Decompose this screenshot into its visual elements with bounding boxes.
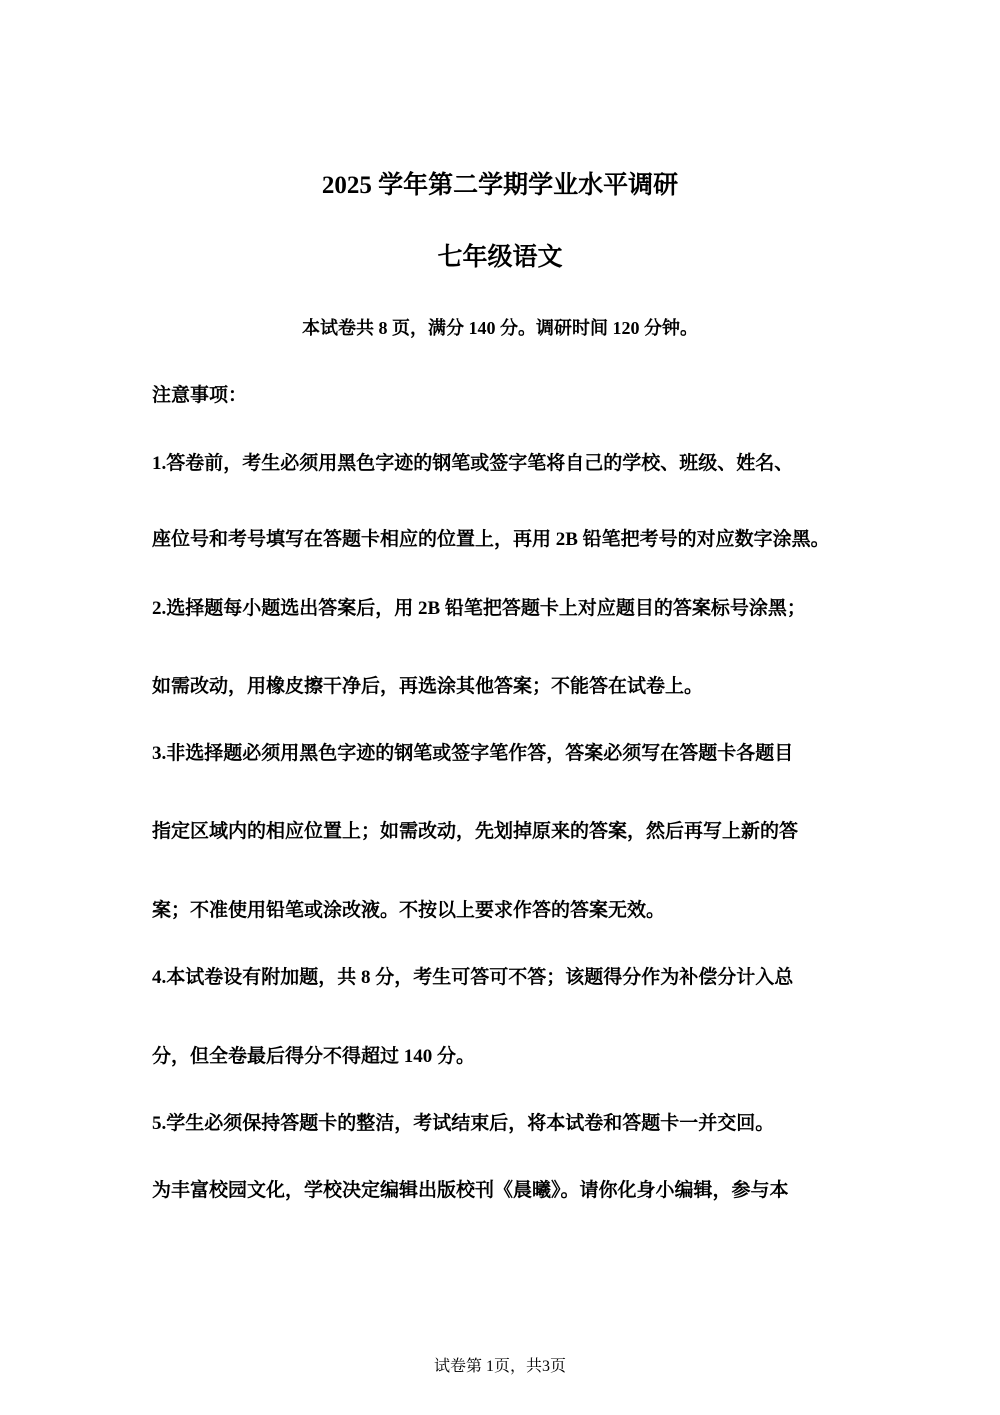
notice-line: 指定区域内的相应位置上；如需改动，先划掉原来的答案，然后再写上新的答 (152, 821, 799, 842)
notice-line: 4.本试卷设有附加题，共 8 分，考生可答可不答；该题得分作为补偿分计入总 (152, 967, 794, 988)
exam-title: 2025 学年第二学期学业水平调研 (321, 172, 679, 199)
notice-line: 5.学生必须保持答题卡的整洁，考试结束后，将本试卷和答题卡一并交回。 (152, 1113, 775, 1134)
notice-heading: 注意事项： (152, 385, 248, 406)
notice-line: 案；不准使用铅笔或涂改液。不按以上要求作答的答案无效。 (152, 900, 666, 921)
exam-info: 本试卷共 8 页，满分 140 分。调研时间 120 分钟。 (302, 318, 698, 338)
notice-line: 如需改动，用橡皮擦干净后，再选涂其他答案；不能答在试卷上。 (152, 676, 704, 697)
exam-subject: 七年级语文 (437, 244, 563, 271)
page-footer: 试卷第 1页，共3页 (433, 1358, 566, 1375)
notice-line: 3.非选择题必须用黑色字迹的钢笔或签字笔作答，答案必须写在答题卡各题目 (152, 743, 794, 764)
notice-line: 1.答卷前，考生必须用黑色字迹的钢笔或签字笔将自己的学校、班级、姓名、 (152, 453, 794, 474)
intro-line: 为丰富校园文化，学校决定编辑出版校刊《晨曦》。请你化身小编辑，参与本 (152, 1180, 789, 1201)
notice-line: 分，但全卷最后得分不得超过 140 分。 (152, 1046, 476, 1067)
notice-line: 座位号和考号填写在答题卡相应的位置上，再用 2B 铅笔把考号的对应数字涂黑。 (152, 529, 830, 550)
notice-line: 2.选择题每小题选出答案后，用 2B 铅笔把答题卡上对应题目的答案标号涂黑； (152, 598, 806, 619)
